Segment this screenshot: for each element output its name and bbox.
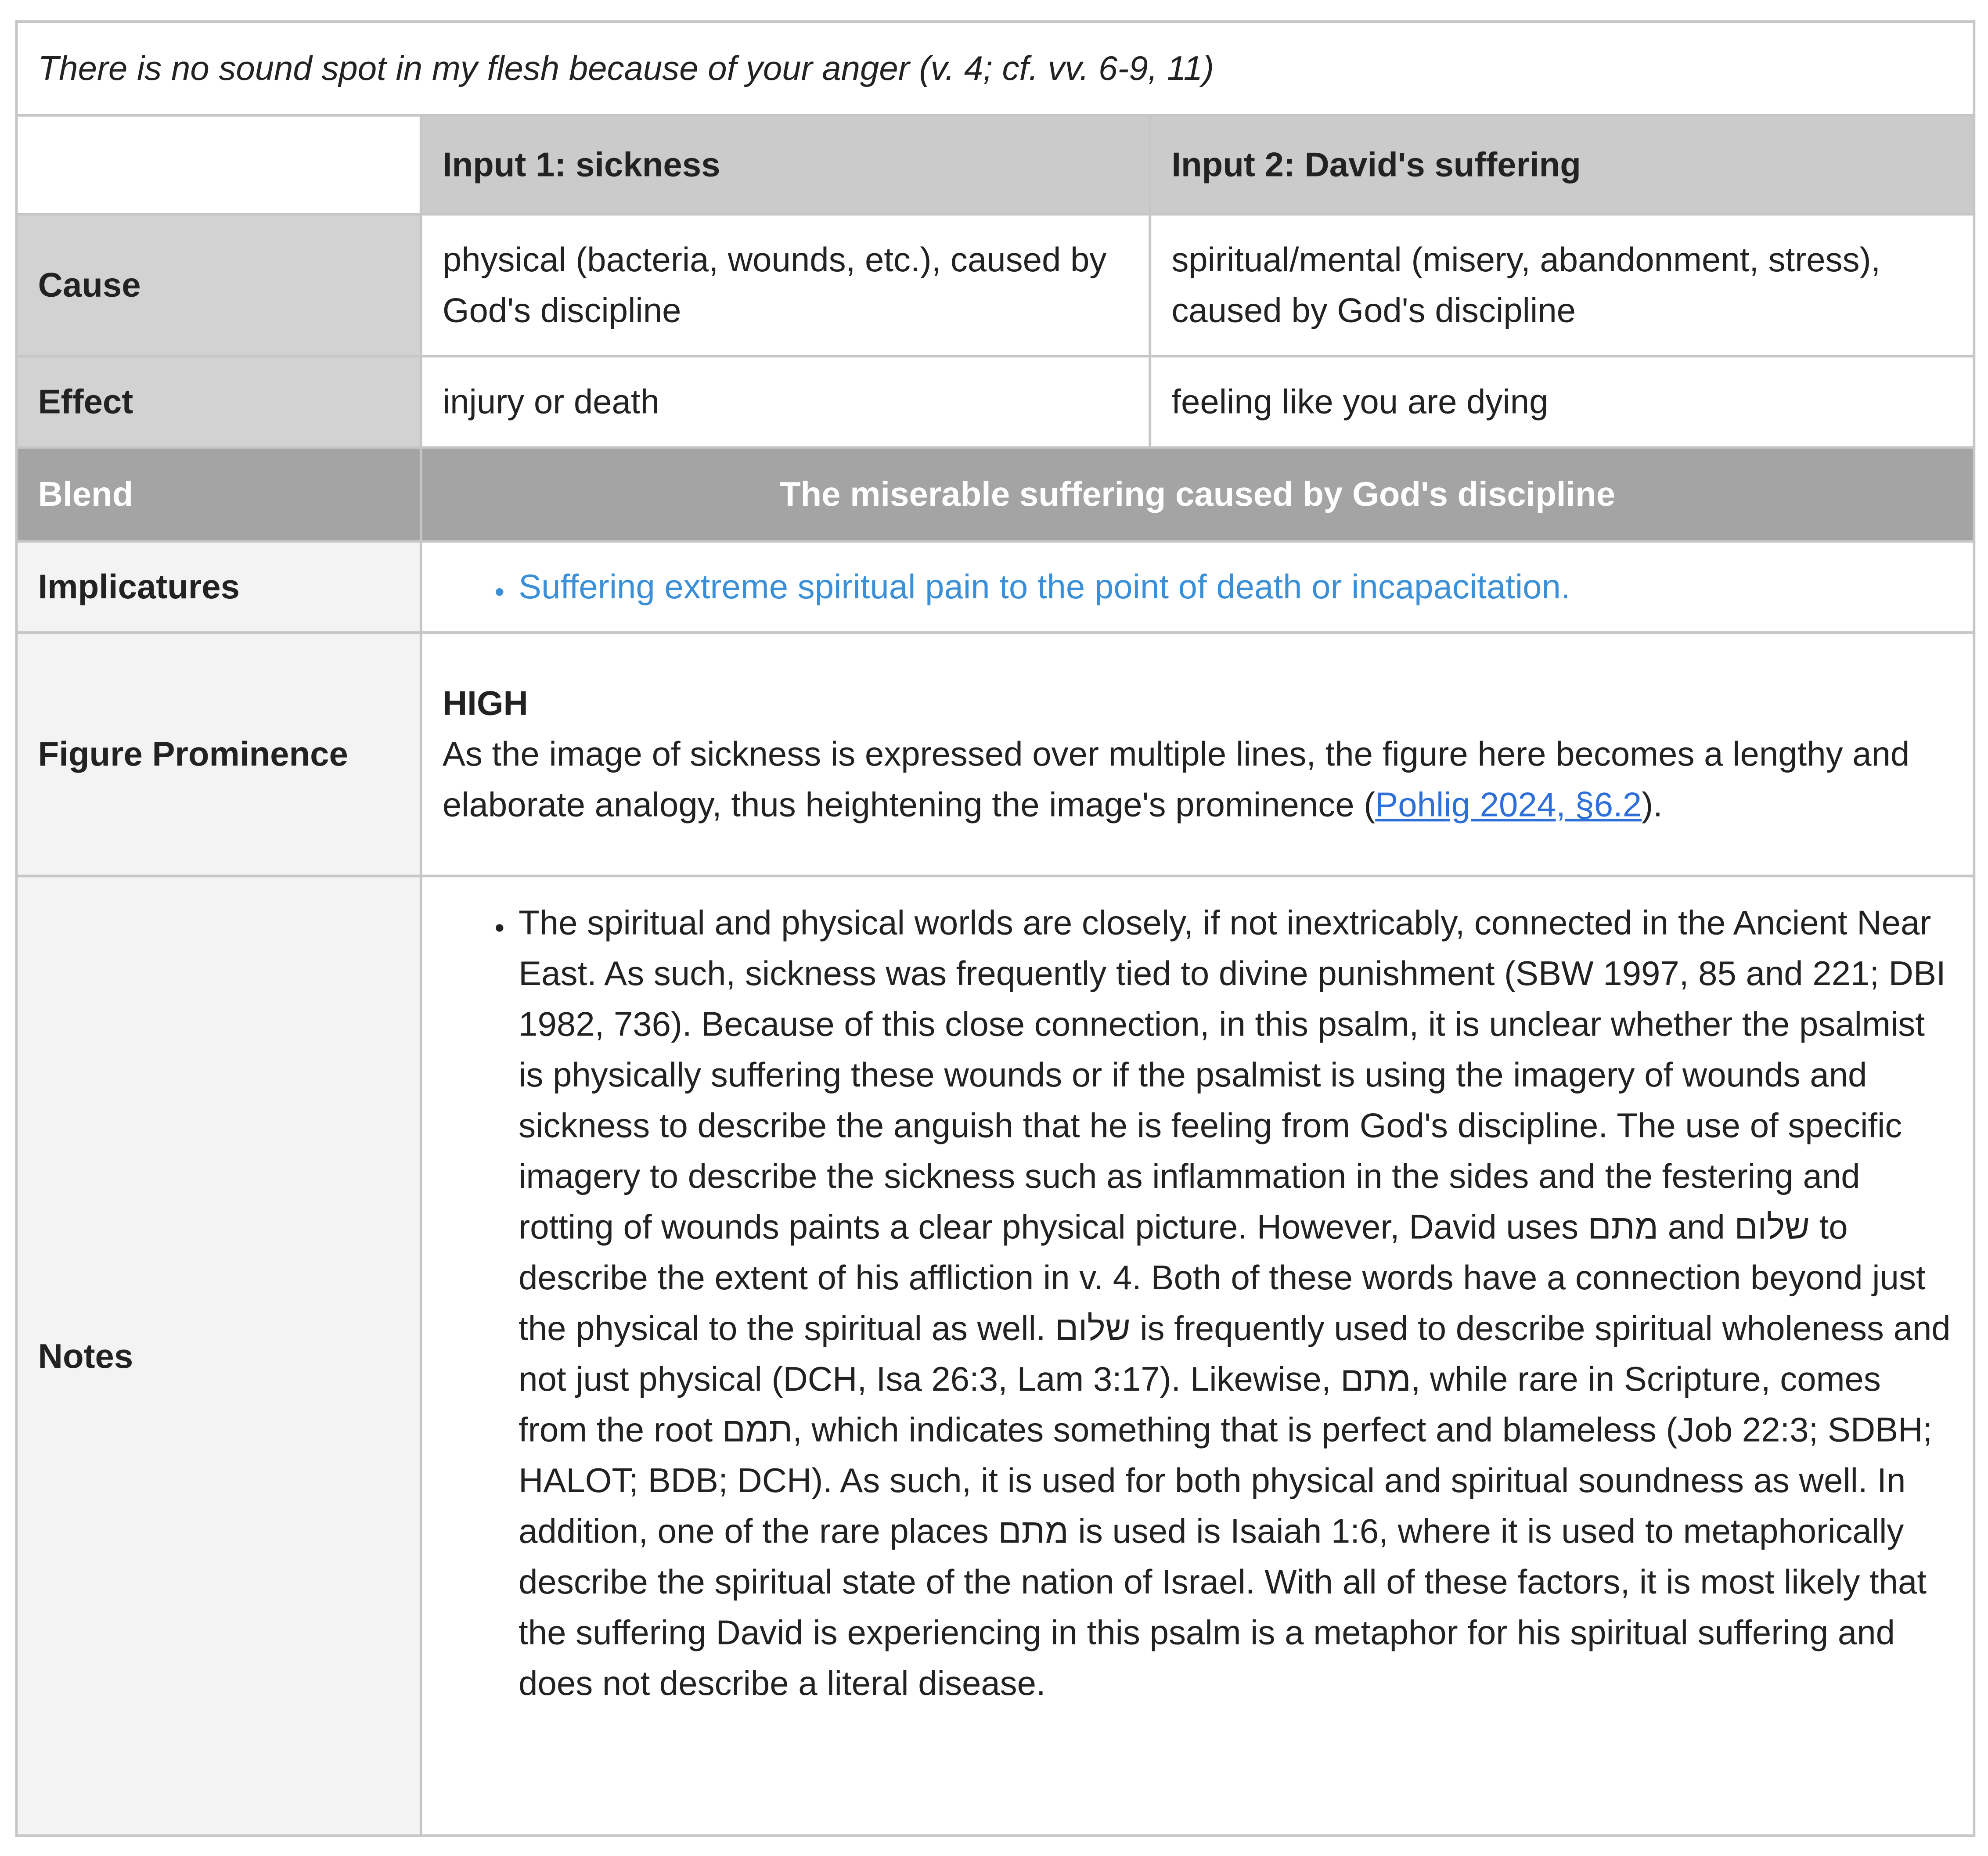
effect-input1: injury or death xyxy=(421,356,1150,447)
blend-label: Blend xyxy=(17,447,421,541)
input1-header: Input 1: sickness xyxy=(421,115,1150,214)
prominence-label: Figure Prominence xyxy=(17,633,421,876)
input2-header: Input 2: David's suffering xyxy=(1150,115,1974,214)
prominence-text-end: ). xyxy=(1642,786,1663,824)
effect-label: Effect xyxy=(17,356,421,447)
implicatures-label: Implicatures xyxy=(17,541,421,633)
caption-row xyxy=(17,22,1974,115)
header-row xyxy=(17,115,1974,214)
implicatures-row xyxy=(17,541,1974,633)
cause-row xyxy=(17,214,1974,356)
implicatures-cell xyxy=(421,541,1974,633)
notes-cell xyxy=(421,876,1974,1835)
notes-list xyxy=(443,898,1952,1709)
implicature-item: • Suffering extreme spiritual pain to the point of death or incapacitation. xyxy=(519,561,1952,612)
implicatures-list xyxy=(443,561,1952,612)
effect-input2: feeling like you are dying xyxy=(1150,356,1974,447)
prominence-level: HIGH xyxy=(442,684,528,723)
pohlig-reference-link[interactable]: Pohlig 2024, §6.2 xyxy=(1375,786,1642,824)
notes-item: • The spiritual and physical worlds are closely, if not inextricably, connected in the Ancient Near East. As such, sickness was frequently tied to divine punishment (SBW 1997, 85 and 221; DBI 1982, 736). Because of this close connection, in this psalm, it is unclear whether the psalmist is physically suffering these wounds or if the psalmist is using the imagery of wounds and sickness to describe the anguish that he is feeling from God's discipline. The use of specific imagery to describe the sickness such as inflammation in the sides and the festering and rotting of wounds paints a clear physical picture. However, David uses מתם and שלום to describe the extent of his affliction in v. 4. Both of these words have a connection beyond just the physical to the spiritual as well. שלום is frequently used to describe spiritual wholeness and not just physical (DCH, Isa 26:3, Lam 3:17). Likewise, מתם, while rare in Scripture, comes from the root תמם, which indicates something that is perfect and blameless (Job 22:3; SDBH; HALOT; BDB; DCH). As such, it is used for both physical and spiritual soundness as well. In addition, one of the rare places מתם is used is Isaiah 1:6, where it is used to metaphorically describe the spiritual state of the nation of Israel. With all of these factors, it is most likely that the suffering David is experiencing in this psalm is a metaphor for his spiritual suffering and does not describe a literal disease. xyxy=(519,898,1952,1709)
verse-caption: There is no sound spot in my flesh because of your anger (v. 4; cf. vv. 6-9, 11) xyxy=(17,22,1974,115)
header-blank-cell xyxy=(17,115,421,214)
blend-text: The miserable suffering caused by God's discipline xyxy=(421,447,1974,541)
cause-input1: physical (bacteria, wounds, etc.), caused by God's discipline xyxy=(421,214,1150,356)
prominence-row xyxy=(17,633,1974,876)
blend-row xyxy=(17,447,1974,541)
prominence-text: As the image of sickness is expressed over multiple lines, the figure here becomes a lengthy and elaborate analogy, thus heightening the image's prominence ( xyxy=(442,735,1910,824)
cause-input2: spiritual/mental (misery, abandonment, stress), caused by God's discipline xyxy=(1150,214,1974,356)
cause-label: Cause xyxy=(17,214,421,356)
prominence-cell xyxy=(421,633,1974,876)
effect-row xyxy=(17,356,1974,447)
metaphor-analysis-table xyxy=(15,20,1976,1837)
notes-label: Notes xyxy=(17,876,421,1835)
notes-row xyxy=(17,876,1974,1835)
